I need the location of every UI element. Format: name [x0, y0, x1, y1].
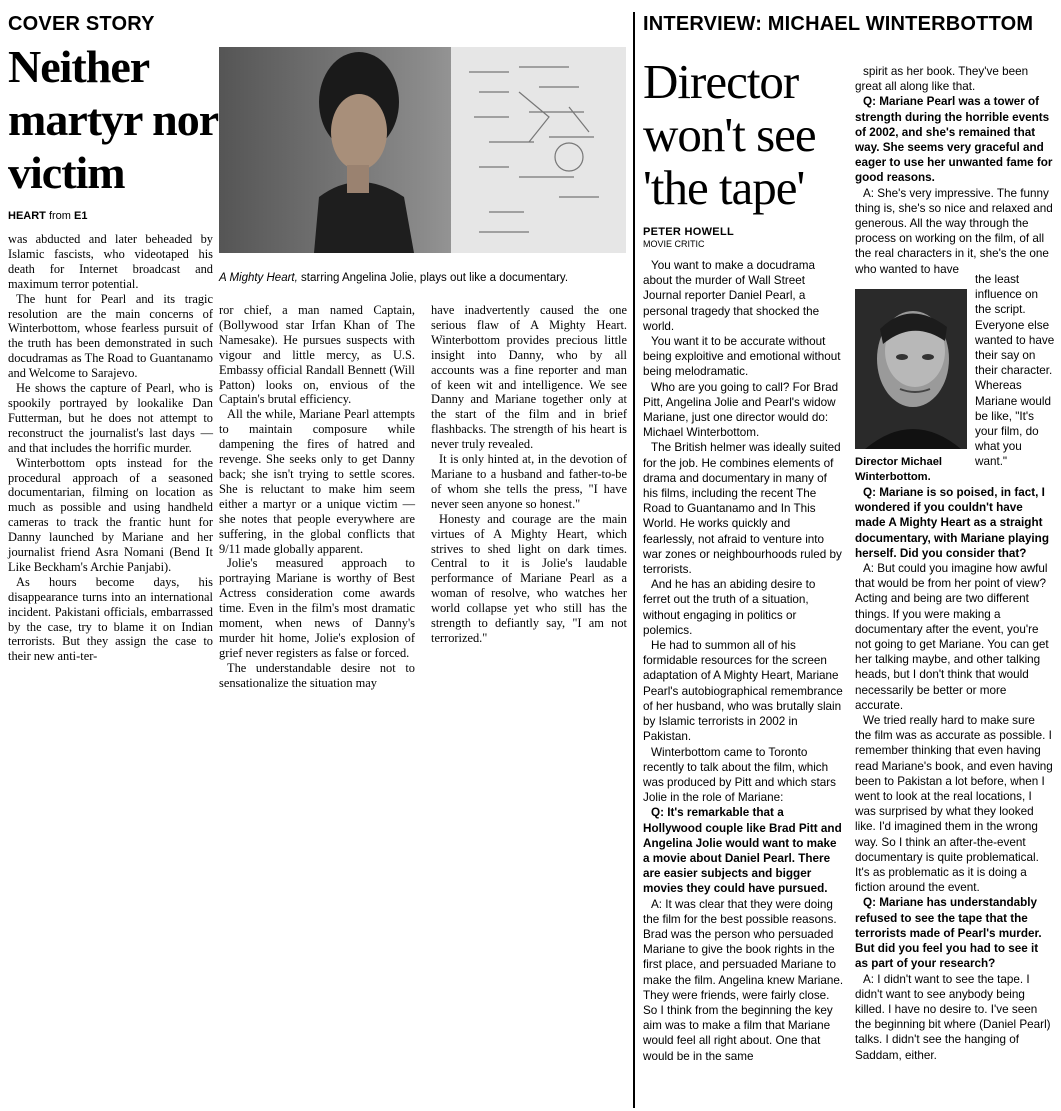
byline [643, 226, 734, 249]
paragraph: A: She's very impressive. The funny thing is, she's so nice and relaxed and generous. All the way through the process on working on the film, of all the real characters in it, she's the one who wanted to have [855, 186, 1053, 276]
paragraph: ror chief, a man named Captain, (Bollywood star Irfan Khan of The Namesake). He pursues suspects with vigour and little mercy, as U.S. Embassy official Randall Bennett (Will Patton) looks on, envious of the Captain's brutal efficiency. [219, 303, 415, 407]
paragraph: We tried really hard to make sure the film was as accurate as possible. I remember thinking that even having read Mariane's book, and even having been to Pakistan a lot before, when I went to look at the real locations, I was surprised by what they looked like. I'd imagined them in the wrong way. So I think an after-the-event documentary is quite problematical. It's as problematic as it is doing a fiction around the event. [855, 714, 1053, 895]
paragraph: He had to summon all of his formidable resources for the screen adaptation of A Mighty Heart, Mariane Pearl's autobiographical remembrance of her husband, who was brutally slain by Islamic terrorists in 2002 in Pakistan. [643, 639, 843, 744]
caption-film-title: A Mighty Heart, [219, 272, 298, 284]
paragraph: He shows the capture of Pearl, who is spookily portrayed by lookalike Dan Futterman, but he does not attempt to reconstruct the journalist's last days — and that includes the horrific murder. [8, 381, 213, 455]
paragraph: spirit as her book. They've been great all along like that. [855, 65, 1029, 94]
interview-section-label: INTERVIEW: MICHAEL WINTERBOTTOM [643, 13, 1034, 35]
paragraph: A: I didn't want to see the tape. I didn't want to see anybody being killed. I have no desire to. I've seen the beginning bit where (Daniel Pearl) talks. I didn't see the hanging of Saddam, either. [855, 972, 1051, 1062]
caption-text: starring Angelina Jolie, plays out like a documentary. [301, 272, 569, 284]
winterbottom-caption: Director Michael Winterbottom. [855, 456, 943, 483]
paragraph: The British helmer was ideally suited for the job. He combines elements of drama and documentary in many of his films, including the recent The Road to Guantanamo and In This World. He works quickly and fearlessly, not afraid to venture into war zones or neighbourhoods ruled by terrorists. [643, 441, 842, 577]
movie-still-image [219, 47, 626, 253]
article-column-2 [219, 303, 415, 691]
winterbottom-image [855, 289, 967, 449]
jump-line [8, 210, 87, 222]
paragraph: The understandable desire not to sensationalize the situation may [219, 660, 415, 690]
paragraph: have inadvertently caused the one serious flaw of A Mighty Heart. Winterbottom provides precious little insight into Danny, who by all accounts was a fine reporter and man of keen wit and intelligence. We see Danny and Mariane together only at the start of the film and in brief flashbacks. The strength of his heart is never truly revealed. [431, 303, 627, 452]
jump-slug: HEART [8, 210, 46, 222]
interview-headline: Director won't see 'the tape' [643, 54, 816, 215]
paragraph: Honesty and courage are the main virtues of A Mighty Heart, which strives to shed light on dark times. Central to it is Jolie's laudable performance of Mariane Pearl as a woman of resolve, who watches her world collapse yet who still has the strength to defiantly say, "I am not terrorized." [431, 511, 627, 645]
interview-question: Q: Mariane Pearl was a tower of strength during the horrible events of 2002, and she's remained that way. She seems very graceful and eager to use her unwanted fame for good reasons. [855, 95, 1053, 185]
jump-from: from [48, 210, 71, 222]
byline-role: MOVIE CRITIC [643, 239, 705, 249]
photo-caption [219, 272, 629, 284]
paragraph: As hours become days, his disappearance turns into an international incident. Pakistani officials, embarrassed by the case, try to blame it on Indian terrorists. But they assign the case to their new anti-ter- [8, 574, 213, 664]
paragraph: was abducted and later beheaded by Islamic fascists, who videotaped his death for Internet broadcast and maximum terror potential. [8, 232, 213, 291]
movie-still-photo [219, 47, 626, 253]
headline: Neither martyr nor victim [8, 41, 218, 198]
interview-question: Q: Mariane is so poised, in fact, I wondered if you couldn't have made A Mighty Heart as a straight documentary, with Mariane playing herself. Did you consider that? [855, 486, 1049, 560]
paragraph: You want to make a docudrama about the murder of Wall Street Journal reporter Daniel Pearl, a personal tragedy that shocked the world. [643, 259, 820, 333]
paragraph: Winterbottom came to Toronto recently to talk about the film, which was produced by Pitt and which stars Jolie in the role of Mariane: [643, 745, 836, 805]
paragraph: All the while, Mariane Pearl attempts to maintain composure while dampening the fires of hatred and revenge. She seeks only to get Danny back; she isn't trying to settle scores. She is reluctant to make him seem either a martyr or a unique victim — she notes that people everywhere are suffering, in the global conflicts that 9/11 made globally apparent. [219, 407, 415, 556]
interview-column-1 [643, 258, 845, 1064]
interview-question: Q: Mariane has understandably refused to see the tape that the terrorists made of Pearl's murder. But did you feel you had to see it as part of your research? [855, 896, 1042, 971]
interview-column-2-bottom [855, 485, 1053, 1063]
interview-column-2-side [975, 272, 1055, 470]
paragraph: A: But could you imagine how awful that would be from her point of view? Acting and being are two different things. If you were making a documentary after the event, you're not going to get Mariane. You can get her talking maybe, and other talking heads, but I don't think that would necessarily be better or more accurate. [855, 562, 1049, 712]
paragraph: A: It was clear that they were doing the film for the best possible reasons. Brad was the person who persuaded Mariane to give the book rights in the first place, and persuaded Mariane to make the film. Angelina knew Mariane. They were friends, were fairly close. So I think from the beginning the key aim was to make a film that Mariane would feel all right about. One that would be in the same [643, 897, 844, 1063]
jump-page: E1 [74, 210, 88, 222]
paragraph: And he has an abiding desire to ferret out the truth of a situation, without engaging in politics or polemics. [643, 578, 816, 637]
interview-question: Q: It's remarkable that a Hollywood couple like Brad Pitt and Angelina Jolie would want to make a movie about Daniel Pearl. There are easier subjects and bigger movies they could have pursued. [643, 806, 842, 896]
interview-column-2-top [855, 64, 1053, 277]
byline-name: PETER HOWELL [643, 226, 734, 238]
paragraph: It is only hinted at, in the devotion of Mariane to a husband and father-to-be of whom she tells the press, "I have never seen anyone so honest." [431, 452, 627, 511]
paragraph: the least influence on the script. Everyone else wanted to have their say on their character. Whereas Mariane would be like, "It's your film, do what you want." [975, 273, 1055, 469]
paragraph: Jolie's measured approach to portraying Mariane is worthy of Best Actress consideration come awards time. Even in the film's most dramatic moment, when news of Danny's murder hit home, Jolie's explosion of grief never registers as false or forced. [219, 556, 415, 660]
paragraph: The hunt for Pearl and its tragic resolution are the main concerns of Winterbottom, whose fearless pursuit of the truth has been demonstrated in such docudramas as The Road to Guantanamo and Welcome to Sarajevo. [8, 291, 213, 381]
paragraph: Winterbottom opts instead for the procedural approach of a seasoned documentarian, filming on location as much as possible and using handheld cameras to track the frantic hunt for Danny launched by Mariane and her journalist friend Asra Nomani (Bend It Like Beckham's Archie Panjabi). [8, 455, 213, 574]
winterbottom-photo [855, 289, 967, 449]
column-divider [633, 12, 635, 1108]
article-column-1 [8, 232, 213, 664]
article-column-3 [431, 303, 627, 646]
paragraph: You want it to be accurate without being exploitive and emotional without being melodramatic. [643, 335, 841, 379]
section-label: COVER STORY [8, 13, 155, 35]
paragraph: Who are you going to call? For Brad Pitt, Angelina Jolie and Pearl's widow Mariane, just one director would do: Michael Winterbottom. [643, 380, 839, 440]
